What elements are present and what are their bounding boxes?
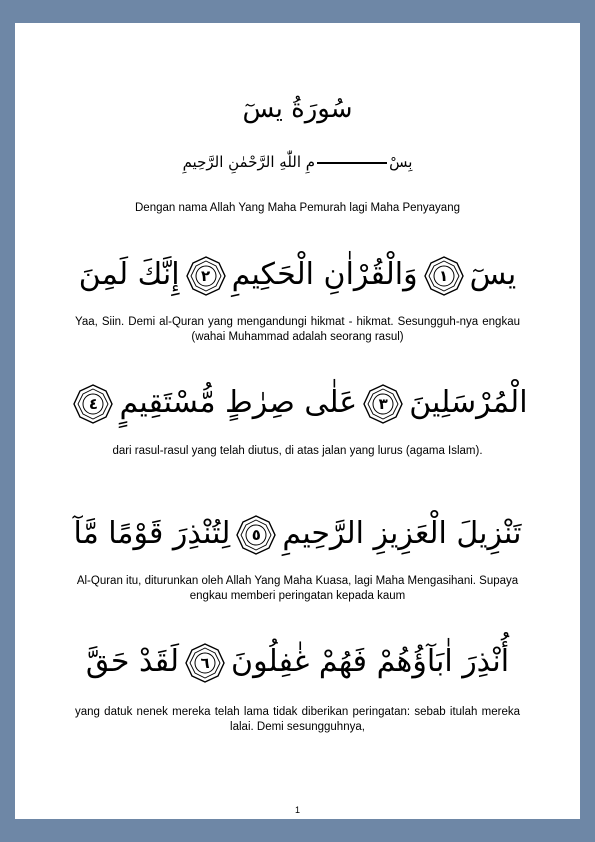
- ayah-number-marker-1: [424, 256, 464, 296]
- arabic-text: الْمُرْسَلِينَ: [409, 385, 528, 420]
- ayah-number-marker-3: [363, 384, 403, 424]
- basmala-stroke: [317, 162, 387, 164]
- arabic-text: تَنْزِيلَ الْعَزِيزِ الرَّحِيمِ: [282, 516, 522, 551]
- surah-title: سُورَةُ يسٓ: [242, 94, 353, 124]
- ayah-number: ٣: [378, 394, 388, 413]
- ayah-number: ٤: [88, 394, 99, 413]
- arabic-text: لِتُنْذِرَ قَوْمًا مَّآ: [73, 516, 231, 551]
- arabic-verse-line-1: [65, 251, 530, 299]
- arabic-text: لَقَدْ حَقَّ: [85, 644, 180, 679]
- basmala-start: بِسْ: [389, 153, 413, 171]
- ayah-number-marker-4: [73, 384, 113, 424]
- ayah-number-marker-2: [186, 256, 226, 296]
- ayah-number: ٥: [251, 525, 261, 544]
- basmala-rest: مِ اللّٰهِ الرَّحْمٰنِ الرَّحِيمِ: [182, 153, 316, 171]
- arabic-text: إِنَّكَ لَمِنَ: [78, 257, 180, 292]
- arabic-verse-line-2: [65, 379, 530, 427]
- verse-translation-3: Al-Quran itu, diturunkan oleh Allah Yang Maha Kuasa, lagi Maha Mengasihani. Supaya engkau memberi peringatan kepada kaum: [76, 575, 519, 602]
- verse-translation-2: dari rasul-rasul yang telah diutus, di atas jalan yang lurus (agama Islam).: [112, 445, 483, 457]
- arabic-text: أُنْذِرَ اٰبَآؤُهُمْ فَهُمْ غٰفِلُونَ: [231, 644, 510, 679]
- ayah-number: ١: [439, 266, 449, 285]
- arabic-verse-line-4: [65, 638, 530, 686]
- verse-translation-4: yang datuk nenek mereka telah lama tidak diberikan peringatan: sebab itulah mereka lalai. Demi sesungguhnya,: [75, 706, 520, 733]
- ayah-number: ٦: [200, 653, 210, 672]
- ayah-number-marker-6: [185, 643, 225, 683]
- basmala-translation: Dengan nama Allah Yang Maha Pemurah lagi Maha Penyayang: [135, 202, 460, 214]
- arabic-verse-line-3: [65, 510, 530, 558]
- arabic-text: عَلٰى صِرٰطٍ مُّسْتَقِيمٍ: [119, 385, 358, 420]
- arabic-text: يسٓ: [469, 257, 517, 292]
- page-number: 1: [294, 805, 300, 815]
- basmala: [15, 155, 580, 170]
- ayah-number-marker-5: [236, 515, 276, 555]
- document-page: [15, 23, 580, 819]
- ayah-number: ٢: [201, 266, 211, 285]
- arabic-text: وَالْقُرْاٰنِ الْحَكِيمِ: [231, 257, 418, 292]
- verse-translation-1: Yaa, Siin. Demi al-Quran yang mengandungi hikmat - hikmat. Sesungguh-nya engkau (wahai Muhammad adalah seorang rasul): [75, 316, 520, 343]
